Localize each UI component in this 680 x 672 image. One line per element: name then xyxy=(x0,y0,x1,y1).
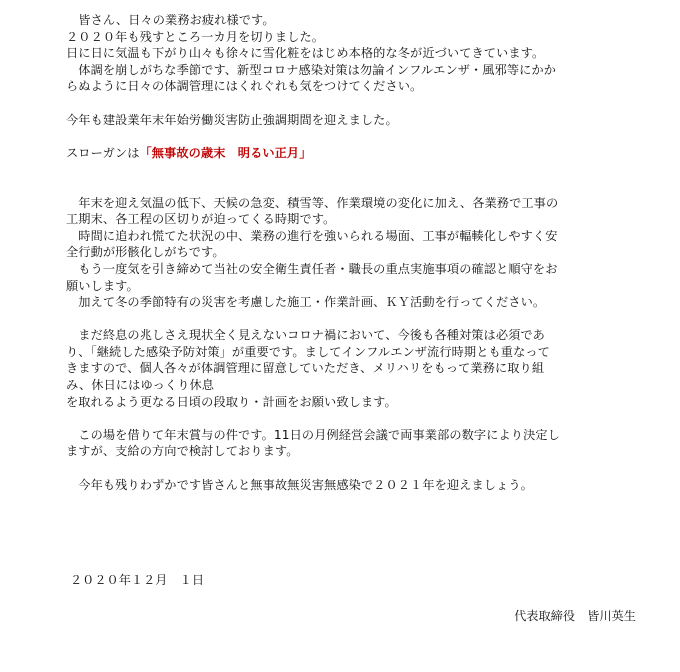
safety-line-1: 年末を迎え気温の低下、天候の急変、積雪等、作業環境の変化に加え、各業務で工事の xyxy=(66,195,559,210)
slogan-paragraph xyxy=(66,145,666,162)
covid-paragraph xyxy=(66,327,666,410)
safety-line-3: 時間に追われ慌てた状況の中、業務の進行を強いられる場面、工事が輻輳化しやすく安 xyxy=(66,228,558,243)
spacer xyxy=(66,311,666,328)
greeting-line-4: 体調を崩しがちな季節です、新型コロナ感染対策は勿論インフルエンザ・風邪等にかか xyxy=(66,62,557,77)
slogan-text: 「無事故の歳末 明るい正月」 xyxy=(139,145,312,160)
safety-line-7: 加えて冬の季節特有の災害を考慮した施工・作業計画、ＫＹ活動を行ってください。 xyxy=(66,295,546,310)
bonus-paragraph xyxy=(66,427,666,460)
bonus-line-1: この場を借りて年末賞与の件です。11日の月例経営会議で両事業部の数字により決定し xyxy=(66,427,560,442)
spacer xyxy=(66,128,666,145)
bonus-line-2: ますが、支給の方向で検討しております。 xyxy=(66,444,299,459)
safety-line-6: 願いします。 xyxy=(66,278,139,293)
greeting-line-2: ２０２０年も残すところ一カ月を切りました。 xyxy=(66,29,325,44)
spacer xyxy=(66,460,666,477)
greeting-line-1: 皆さん、日々の業務お疲れ様です。 xyxy=(66,13,275,27)
safety-line-4: 全行動が形骸化しがちです。 xyxy=(66,245,225,260)
document-body xyxy=(66,12,666,493)
safety-paragraph xyxy=(66,195,666,311)
document-date: ２０２０年１２月 １日 xyxy=(70,573,205,587)
covid-line-5: を取れるよう更なる日頃の段取り・計画をお願い致します。 xyxy=(66,394,397,409)
greeting-line-3: 日に日に気温も下がり山々も徐々に雪化粧をはじめ本格的な冬が近づいてきています。 xyxy=(66,46,545,61)
spacer xyxy=(66,161,666,194)
safety-line-5: もう一度気を引き締めて当社の安全衛生責任者・職長の重点実施事項の確認と順守をお xyxy=(66,261,558,276)
slogan-line xyxy=(66,145,666,162)
greeting-line-5: らぬように日々の体調管理にはくれぐれも気をつけてください。 xyxy=(66,79,423,94)
signature: 代表取締役 皆川英生 xyxy=(514,609,636,623)
greeting-paragraph xyxy=(66,12,666,95)
campaign-line: 今年も建設業年末年始労働災害防止強調期間を迎えました。 xyxy=(66,112,398,127)
campaign-paragraph xyxy=(66,112,666,129)
slogan-prefix: スローガンは xyxy=(66,145,140,160)
covid-line-4: み、休日にはゆっくり休息 xyxy=(66,378,215,393)
spacer xyxy=(66,95,666,112)
covid-line-1: まだ終息の兆しさえ現状全く見えないコロナ禍において、今後も各種対策は必須であ xyxy=(66,328,545,343)
spacer xyxy=(66,410,666,427)
covid-line-3: きますので、個人各々が体調管理に留意していただき、メリハリをもって業務に取り組 xyxy=(66,361,545,376)
closing-line: 今年も残りわずかです皆さんと無事故無災害無感染で２０２１年を迎えましょう。 xyxy=(66,477,533,492)
covid-line-2: り、「継続した感染予防対策」が重要です。ましてインフルエンザ流行時期とも重なって xyxy=(66,344,550,359)
safety-line-2: 工期末、各工程の区切りが迫ってくる時期です。 xyxy=(66,212,336,227)
closing-paragraph xyxy=(66,477,666,494)
